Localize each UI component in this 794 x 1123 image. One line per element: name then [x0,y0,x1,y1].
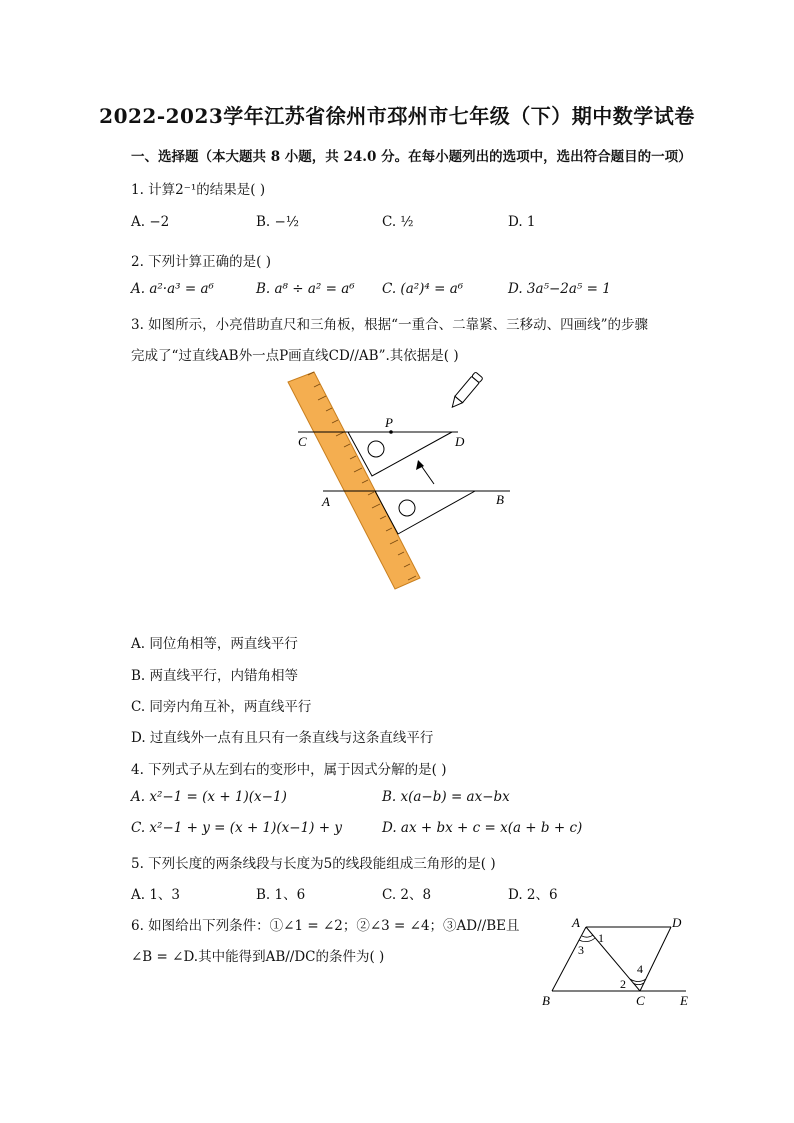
q3-option-c: C. 同旁内角互补，两直线平行 [131,699,312,715]
q3-option-d: D. 过直线外一点有且只有一条直线与这条直线平行 [131,730,434,746]
label-a: A [572,915,580,930]
q5-option-c: C. 2、8 [382,887,432,903]
q1-option-a: A. −2 [131,214,170,230]
move-arrow [420,464,434,484]
q4-option-d: D. ax + bx + c = x(a + b + c) [382,820,583,836]
label-b: B [542,993,550,1008]
label-c: C [298,434,307,449]
angle-label-4: 4 [637,962,643,976]
q5-option-a: A. 1、3 [131,887,181,903]
question-3-stem-line2: 完成了“过直线AB外一点P画直线CD//AB”.其依据是( ) [131,348,459,364]
triangle-upper-hole [368,441,384,457]
question-5-stem: 5. 下列长度的两条线段与长度为5的线段能组成三角形的是( ) [131,856,496,872]
q4-option-b: B. x(a−b) = ax−bx [382,789,510,805]
q1-option-b: B. −½ [256,214,299,230]
segment-ac [586,927,640,991]
q2-option-d: D. 3a⁵−2a⁵ = 1 [508,281,611,297]
label-e: E [680,993,688,1008]
q2-option-a: A. a²·a³ = a⁶ [131,281,214,297]
label-b: B [496,492,504,507]
question-2-stem: 2. 下列计算正确的是( ) [131,254,271,270]
question-6-stem-line1: 6. 如图给出下列条件：①∠1 = ∠2；②∠3 = ∠4；③AD//BE且 [131,918,520,934]
q5-option-b: B. 1、6 [256,887,306,903]
q5-option-d: D. 2、6 [508,887,558,903]
page-title: 2022-2023学年江苏省徐州市邳州市七年级（下）期中数学试卷 [99,104,695,128]
q4-option-c: C. x²−1 + y = (x + 1)(x−1) + y [131,820,342,836]
q6-parallelogram-figure [536,910,696,1010]
q3-option-a: A. 同位角相等，两直线平行 [131,636,298,652]
angle-label-2: 2 [620,977,626,991]
section-heading: 一、选择题（本大题共 8 小题，共 24.0 分。在每小题列出的选项中，选出符合题目的一项） [131,149,692,165]
question-4-stem: 4. 下列式子从左到右的变形中，属于因式分解的是( ) [131,762,447,778]
segment-ab [552,927,586,991]
label-d: D [455,434,465,449]
angle-label-1: 1 [598,931,604,945]
ruler [288,372,420,589]
angle-arc-c-outer [630,979,646,982]
label-p: P [385,415,393,430]
segment-dc [640,927,671,991]
pencil-icon [448,372,483,411]
point-p [389,430,393,434]
label-d: D [672,915,682,930]
label-a: A [322,494,330,509]
q2-option-b: B. a⁸ ÷ a² = a⁶ [256,281,355,297]
angle-label-3: 3 [578,943,584,957]
q3-ruler-triangle-figure [280,360,520,600]
q1-option-c: C. ½ [382,214,414,230]
label-c: C [636,993,645,1008]
q3-option-b: B. 两直线平行，内错角相等 [131,668,299,684]
question-6-stem-line2: ∠B = ∠D.其中能得到AB//DC的条件为( ) [131,949,385,965]
question-3-stem-line1: 3. 如图所示，小亮借助直尺和三角板，根据“一重合、二靠紧、三移动、四画线”的步骤 [131,317,648,333]
triangle-lower-hole [399,500,415,516]
q2-option-c: C. (a²)⁴ = a⁶ [382,281,464,297]
angle-arc-a-outer [579,938,595,942]
angle-arc-a-inner [582,935,593,937]
q4-option-a: A. x²−1 = (x + 1)(x−1) [131,789,287,805]
q1-option-d: D. 1 [508,214,536,230]
question-1-stem: 1. 计算2⁻¹的结果是( ) [131,182,266,198]
